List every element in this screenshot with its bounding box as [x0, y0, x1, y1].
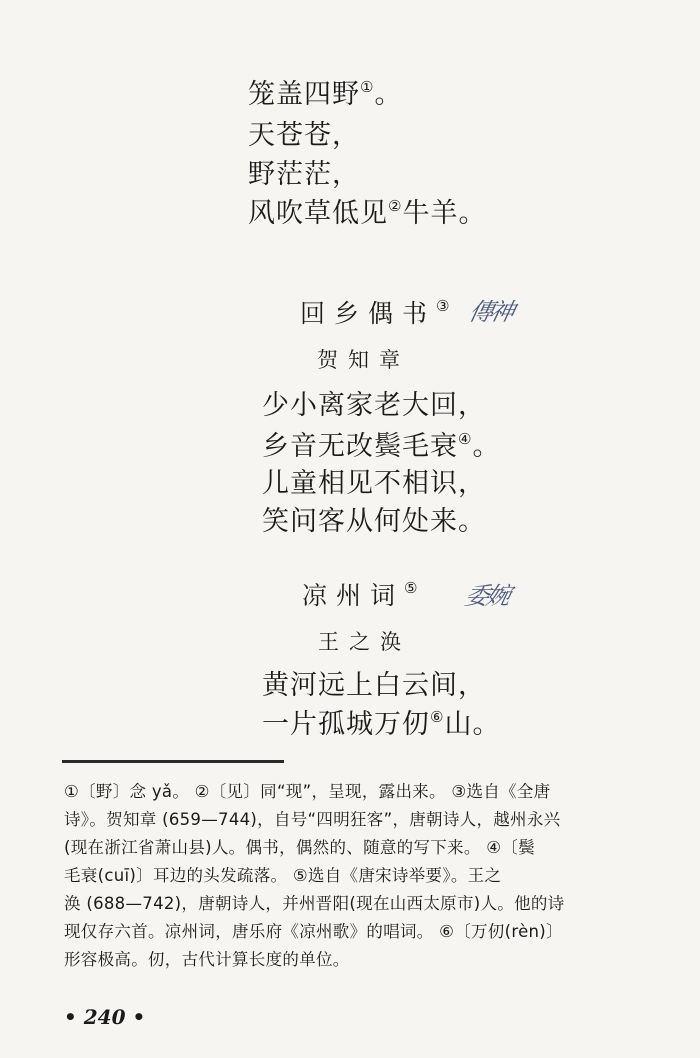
footnote-line: 现仅存六首。凉州词，唐乐府《凉州歌》的唱词。 ⑥〔万仞(rèn)〕 [64, 922, 563, 941]
poem2-author: 贺知章 [317, 348, 410, 372]
footnote-line: 诗》。贺知章 (659—744)，自号“四明狂客”，唐朝诗人，越州永兴 [64, 810, 561, 829]
poem2-line-1: 少小离家老大回， [262, 390, 486, 421]
footnote-line: (现在浙江省萧山县)人。偶书，偶然的、随意的写下来。 ④〔鬓 [64, 838, 535, 857]
handwritten-annotation: 傳神 [466, 298, 515, 326]
poem3-title: 凉州词⑤ [302, 579, 427, 610]
poem1-line-1: 笼盖四野①。 [248, 78, 403, 110]
poem2-title: 回乡偶书③ [300, 297, 459, 328]
footnote-marker: ⑤ [404, 579, 427, 597]
footnote-line: ①〔野〕念 yǎ。 ②〔见〕同“现”，呈现，露出来。 ③选自《全唐 [64, 782, 551, 801]
poem1-line-4: 风吹草低见②牛羊。 [248, 197, 487, 229]
footnote-marker: ② [388, 197, 403, 215]
poem2-line-2: 乡音无改鬓毛衰④。 [262, 430, 501, 462]
poem3-line-2: 一片孤城万仞⑥山。 [262, 708, 501, 740]
footnote-rule [62, 760, 284, 763]
page-number: • 240 • [64, 1005, 146, 1029]
footnote-marker: ⑥ [430, 708, 445, 726]
poem3-line-1: 黄河远上白云间， [262, 670, 486, 701]
poem3-author: 王之涣 [318, 630, 411, 654]
poem1-line-2: 天苍苍， [248, 120, 360, 151]
poem2-line-4: 笑问客从何处来。 [262, 506, 486, 537]
footnote-marker: ③ [436, 297, 459, 315]
footnote-marker: ④ [458, 430, 473, 448]
footnote-marker: ① [360, 78, 375, 96]
poem1-line-3: 野茫茫， [248, 159, 360, 190]
poem2-line-3: 儿童相见不相识， [262, 468, 486, 499]
footnote-line: 形容极高。仞，古代计算长度的单位。 [64, 950, 350, 969]
handwritten-annotation: 委婉 [462, 582, 511, 610]
footnote-line: 毛衰(cuī)〕耳边的头发疏落。 ⑤选自《唐宋诗举要》。王之 [64, 866, 502, 885]
footnote-line: 涣 (688—742)，唐朝诗人，并州晋阳(现在山西太原市)人。他的诗 [64, 894, 565, 913]
